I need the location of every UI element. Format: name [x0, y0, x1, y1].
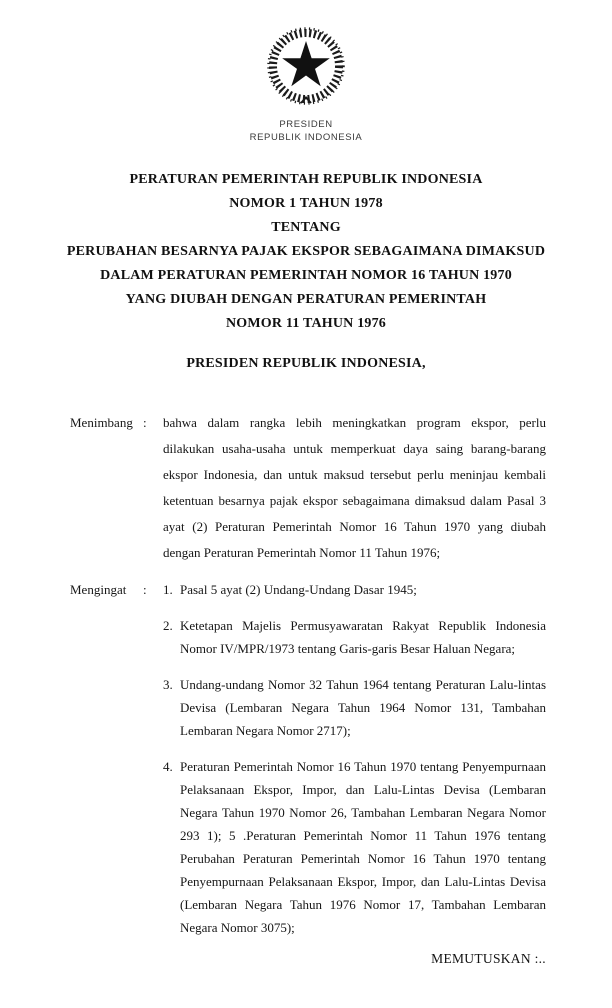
title-line-4: PERUBAHAN BESARNYA PAJAK EKSPOR SEBAGAIMANA DIMAKSUD [66, 244, 546, 259]
item-number: 4. [163, 759, 173, 774]
item-text: Peraturan Pemerintah Nomor 16 Tahun 1970 tentang Penyempurnaan Pelaksanaan Ekspor, Impor, dan Lalu-Lintas Devisa (Lembaran Negara Tahun 1970 Nomor 26, Tambahan Lembaran Negara Nomor 293 1); 5 .Peraturan Pemerintah Nomor 11 Tahun 1976 tentang Perubahan Peraturan Pemerintah Nomor 16 Tahun 1970 tentang Penyempurnaan Pelaksanaan Ekspor, Impor, dan Lalu-Lintas Devisa (Lembaran Negara Tahun 1976 Nomor 17, Tambahan Lembaran Negara Nomor 3075); [180, 759, 546, 935]
salutation-line: PRESIDEN REPUBLIK INDONESIA, [186, 356, 426, 371]
item-text: Undang-undang Nomor 32 Tahun 1964 tentang Peraturan Lalu-lintas Devisa (Lembaran Negara Tahun 1964 Nomor 131, Tambahan Lembaran Negara Nomor 2717); [180, 677, 546, 738]
item-number: 1. [163, 582, 173, 597]
mengingat-section [0, 578, 612, 939]
list-item [163, 755, 546, 939]
list-item [163, 614, 546, 660]
presidential-emblem-block [0, 0, 612, 144]
title-line-2: NOMOR 1 TAHUN 1978 [229, 196, 383, 211]
list-item [163, 578, 546, 601]
emblem-caption-presiden: PRESIDEN [279, 119, 333, 130]
list-item [163, 673, 546, 742]
menimbang-text: bahwa dalam rangka lebih meningkatkan program ekspor, perlu dilakukan usaha-usaha untuk memperkuat daya saing barang-barang ekspor Indonesia, dan untuk maksud tersebut perlu meninjau kembali ketentuan besarnya pajak ekspor sebagaimana dimaksud dalam Pasal 3 ayat (2) Peraturan Pemerintah Nomor 16 Tahun 1970 yang diubah dengan Peraturan Pemerintah Nomor 11 Tahun 1976; [163, 415, 546, 560]
menimbang-label: Menimbang [70, 415, 133, 430]
mengingat-label: Mengingat [70, 582, 127, 597]
title-line-6: YANG DIUBAH DENGAN PERATURAN PEMERINTAH [125, 292, 487, 307]
star-wreath-emblem-icon [262, 26, 350, 110]
menimbang-section [0, 410, 612, 566]
item-text: Ketetapan Majelis Permusyawaratan Rakyat Republik Indonesia Nomor IV/MPR/1973 tentang Garis-garis Besar Haluan Negara; [180, 618, 546, 656]
title-line-7: NOMOR 11 TAHUN 1976 [225, 316, 386, 331]
mengingat-colon: : [143, 582, 147, 597]
item-number: 3. [163, 677, 173, 692]
item-text: Pasal 5 ayat (2) Undang-Undang Dasar 1945; [180, 582, 417, 597]
mengingat-list [163, 578, 546, 939]
emblem-caption-republik: REPUBLIK INDONESIA [249, 132, 363, 143]
regulation-title [0, 168, 612, 336]
menimbang-colon: : [143, 415, 147, 430]
title-line-3: TENTANG [271, 220, 341, 235]
item-number: 2. [163, 618, 173, 633]
title-line-1: PERATURAN PEMERINTAH REPUBLIK INDONESIA [129, 172, 483, 187]
memutuskan-line: MEMUTUSKAN :.. [431, 951, 546, 966]
title-line-5: DALAM PERATURAN PEMERINTAH NOMOR 16 TAHUN 1970 [100, 268, 512, 283]
